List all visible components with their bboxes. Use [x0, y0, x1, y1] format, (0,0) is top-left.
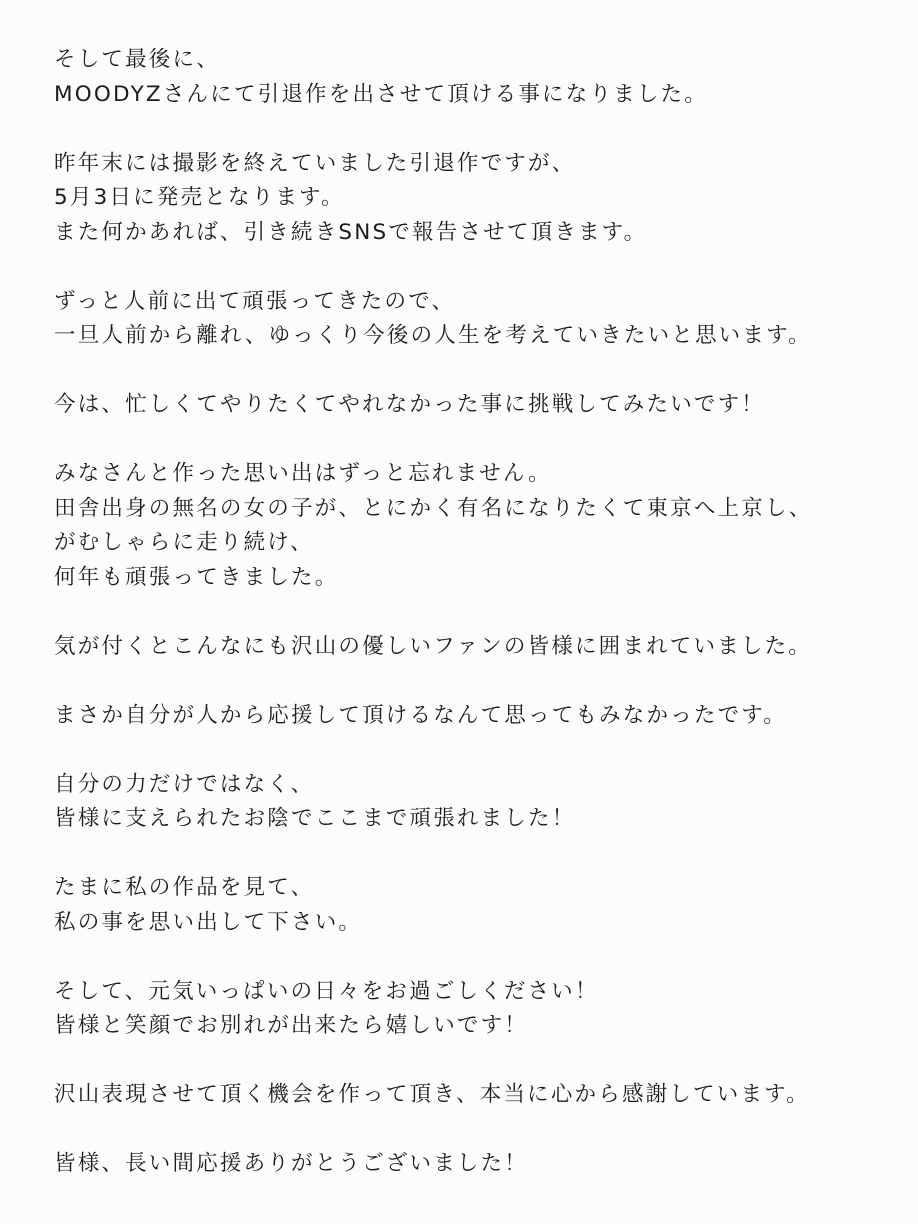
blank-line [54, 733, 904, 768]
blank-line [54, 940, 904, 975]
text-line: 昨年末には撮影を終えていました引退作ですが、 [54, 150, 576, 176]
blank-line [54, 664, 904, 699]
text-line: 自分の力だけではなく、 [54, 771, 315, 797]
blank-line [54, 837, 904, 872]
text-line: 気が付くとこんなにも沢山の優しいファンの皆様に囲まれていました。 [54, 633, 812, 659]
text-line: そして最後に、 [54, 47, 220, 72]
text-line: 5月3日に発売となります。 [54, 185, 345, 210]
text-line: 何年も頑張ってきました。 [54, 564, 339, 590]
text-line: そして、元気いっぱいの日々をお過ごしください！ [54, 978, 599, 1004]
blank-line [54, 423, 904, 458]
letter-text [54, 43, 904, 1182]
text-line: MOODYZさんにて引退作を出させて頂ける事になりました。 [54, 81, 708, 107]
text-line: 沢山表現させて頂く機会を作って頂き、本当に心から感謝しています。 [54, 1082, 810, 1107]
text-line: ずっと人前に出て頑張ってきたので、 [54, 288, 456, 314]
blank-line [54, 250, 904, 285]
blank-line [54, 354, 904, 389]
text-line: まさか自分が人から応援して頂けるなんて思ってもみなかったです。 [54, 702, 787, 728]
text-line: 今は、忙しくてやりたくてやれなかった事に挑戦してみたいです！ [54, 392, 766, 417]
blank-line [54, 595, 904, 630]
text-line: また何かあれば、引き続きSNSで報告させて頂きます。 [54, 219, 648, 245]
blank-line [54, 1044, 904, 1079]
text-line: 一旦人前から離れ、ゆっくり今後の人生を考えていきたいと思います。 [54, 323, 812, 348]
text-line: 皆様、長い間応援ありがとうございました！ [54, 1151, 529, 1176]
blank-line [54, 1113, 904, 1148]
text-line: 田舎出身の無名の女の子が、とにかく有名になりたくて東京へ上京し、 [54, 495, 813, 521]
text-line: たまに私の作品を見て、 [54, 875, 315, 900]
text-line: がむしゃらに走り続け、 [54, 530, 314, 555]
blank-line [54, 112, 904, 147]
text-line: みなさんと作った思い出はずっと忘れません。 [54, 461, 552, 486]
text-line: 私の事を思い出して下さい。 [54, 909, 363, 935]
text-line: 皆様と笑顔でお別れが出来たら嬉しいです！ [54, 1013, 529, 1038]
text-line: 皆様に支えられたお陰でここまで頑張れました！ [54, 806, 576, 831]
